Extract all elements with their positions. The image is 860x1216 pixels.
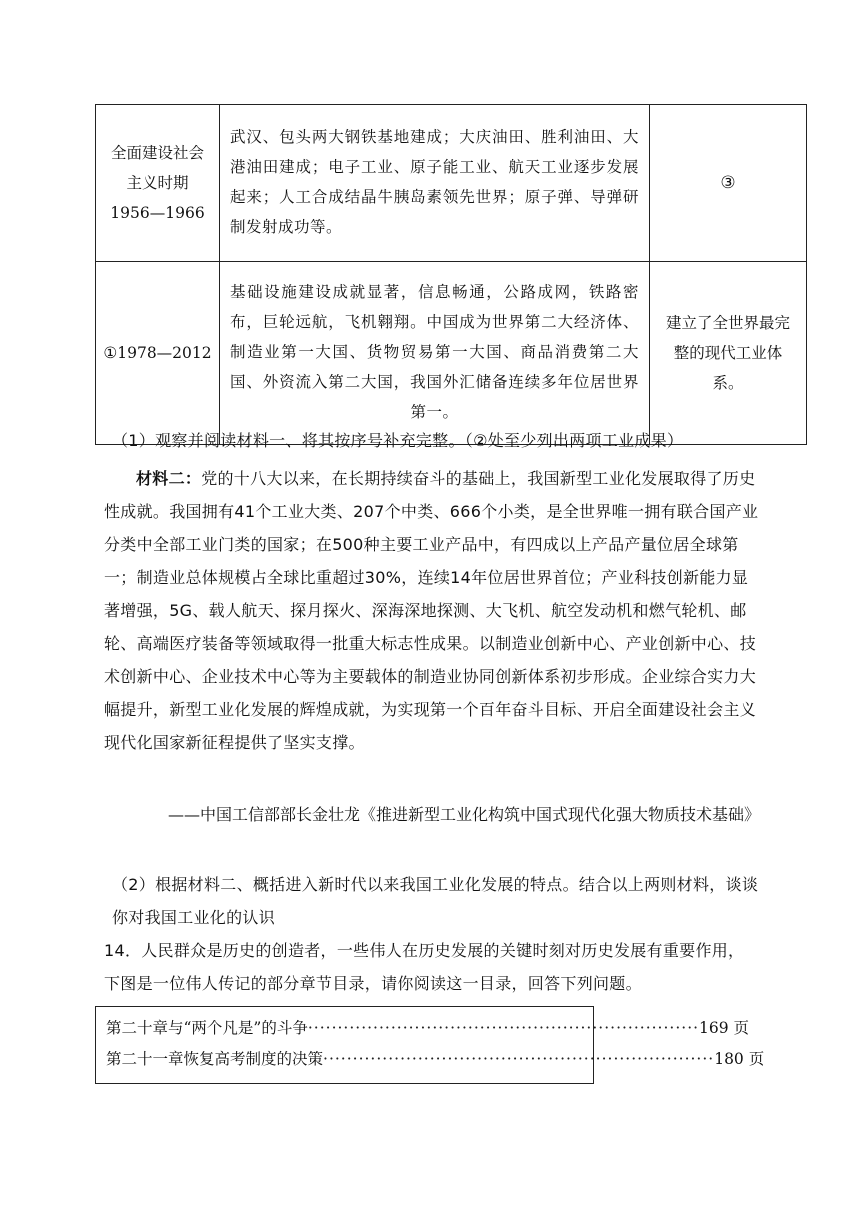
period-line: ①1978—2012 <box>103 344 212 362</box>
material-2-paragraph <box>104 462 760 759</box>
toc-item <box>106 1013 750 1044</box>
question-2: （2）根据材料二、概括进入新时代以来我国工业化发展的特点。结合以上两则材料，谈谈你对我国工业化的认识 <box>112 875 759 927</box>
period-cell <box>96 262 220 445</box>
question-14: 14．人民群众是历史的创造者，一些伟人在历史发展的关键时刻对历史发展有重要作用，下图是一位伟人传记的部分章节目录，请你阅读这一目录，回答下列问题。 <box>104 941 745 993</box>
period-line: 全面建设社会 <box>110 144 204 162</box>
period-cell <box>96 105 220 262</box>
toc-title: 第二十章与“两个凡是”的斗争 <box>106 1019 308 1037</box>
history-table <box>95 104 807 445</box>
toc-item <box>106 1044 765 1075</box>
toc-page: 169 页 <box>699 1019 750 1037</box>
table-row <box>96 262 807 445</box>
table-row <box>96 105 807 262</box>
material-2-text: 党的十八大以来，在长期持续奋斗的基础上，我国新型工业化发展取得了历史性成就。我国拥有41个工业大类、207个中类、666个小类，是全世界唯一拥有联合国产业分类中全部工业门类的国家；在500种主要工业产品中，有四成以上产品产量位居全球第一；制造业总体规模占全球比重超过30%，连续14年位居世界首位；产业科技创新能力显著增强，5G、载人航天、探月探火、深海深地探测、大飞机、航空发动机和燃气轮机、邮轮、高端医疗装备等领域取得一批重大标志性成果。以制造业创新中心、产业创新中心、技术创新中心、企业技术中心等为主要载体的制造业协同创新体系初步形成。企业综合实力大幅提升，新型工业化发展的辉煌成就，为实现第一个百年奋斗目标、开启全面建设社会主义现代化国家新征程提供了坚实支撑。 <box>104 469 759 752</box>
achievements-cell: 武汉、包头两大钢铁基地建成；大庆油田、胜利油田、大港油田建成；电子工业、原子能工业、航天工业逐步发展起来；人工合成结晶牛胰岛素领先世界；原子弹、导弹研制发射成功等。 <box>220 105 650 262</box>
toc-page: 180 页 <box>714 1050 765 1068</box>
material-2-label: 材料二： <box>136 469 202 488</box>
period-line: 1956—1966 <box>110 204 205 222</box>
toc-leader: ·································································· <box>307 1019 700 1037</box>
question-1: （1）观察并阅读材料一、将其按序号补充完整。（②处至少列出两项工业成果） <box>112 431 684 450</box>
achievements-cell: 基础设施建设成就显著，信息畅通，公路成网，铁路密布，巨轮远航，飞机翱翔。中国成为世界第二大经济体、制造业第一大国、货物贸易第一大国、商品消费第二大国、外资流入第二大国，我国外汇储备连续多年位居世界第一。 <box>220 262 650 445</box>
table-of-contents <box>95 1006 765 1084</box>
toc-leader: ·································································· <box>323 1050 715 1068</box>
toc-title: 第二十一章恢复高考制度的决策 <box>106 1050 324 1068</box>
period-line: 主义时期 <box>126 174 189 192</box>
significance-cell: 建立了全世界最完整的现代工业体系。 <box>650 262 807 445</box>
significance-cell: ③ <box>650 105 807 262</box>
material-2-source: ——中国工信部部长金壮龙《推进新型工业化构筑中国式现代化强大物质技术基础》 <box>167 805 760 824</box>
